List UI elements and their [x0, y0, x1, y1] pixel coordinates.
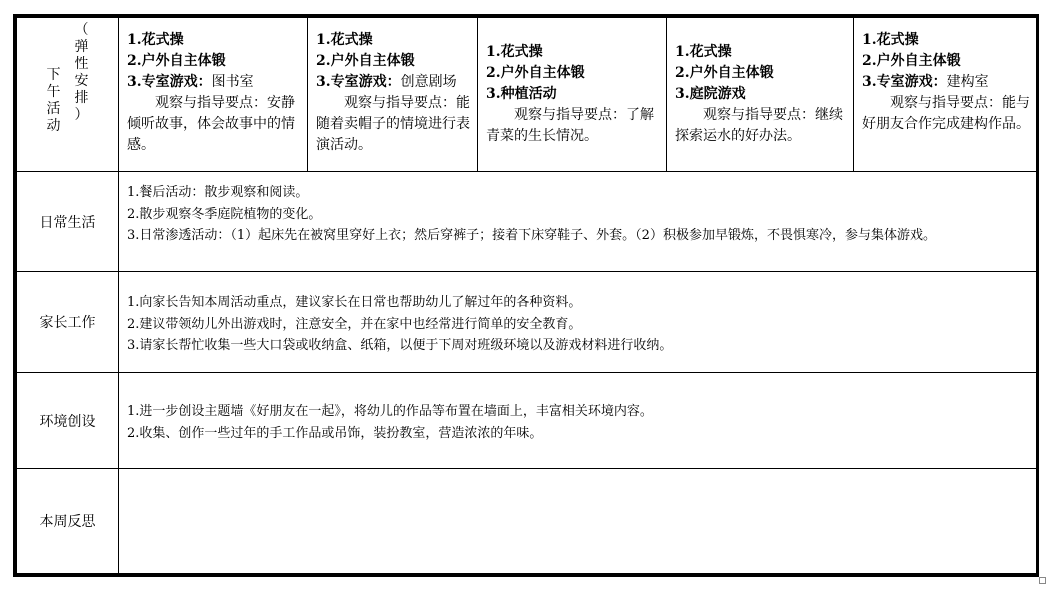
parent-work-row [17, 272, 1037, 373]
environment-line: 1.进一步创设主题墙《好朋友在一起》，将幼儿的作品等布置在墙面上，丰富相关环境内容。 [127, 404, 653, 419]
afternoon-day-3: 1.花式操 2.户外自主体锻 3.种植活动 观察与指导要点：了解青菜的生长情况。 [478, 18, 667, 172]
reflection-label: 本周反思 [17, 469, 119, 574]
environment-row [17, 373, 1037, 469]
environment-label: 环境创设 [17, 373, 119, 469]
parent-work-label: 家长工作 [17, 272, 119, 373]
afternoon-day-1: 1.花式操 2.户外自主体锻 3.专室游戏：图书室 观察与指导要点：安静倾听故事，体会故事中的情感。 [119, 18, 308, 172]
daily-life-label: 日常生活 [17, 172, 119, 272]
afternoon-label-cell [17, 18, 119, 172]
daily-life-content [119, 172, 1037, 272]
afternoon-day-5: 1.花式操 2.户外自主体锻 3.专室游戏：建构室 观察与指导要点：能与好朋友合作完成建构作品。 [854, 18, 1037, 172]
environment-line: 2.收集、创作一些过年的手工作品或吊饰，装扮教室，营造浓浓的年味。 [127, 425, 543, 441]
daily-line: 2.散步观察冬季庭院植物的变化。 [127, 206, 322, 222]
daily-line: 3.日常渗透活动：（1）起床先在被窝里穿好上衣；然后穿裤子；接着下床穿鞋子、外套。（2）积极参加早锻炼，不畏惧寒冷，参与集体游戏。 [127, 228, 936, 243]
flexible-arrangement-label: （ 弹 性 安 排 ） [74, 22, 89, 123]
weekly-plan-table [16, 17, 1037, 574]
parent-line: 1.向家长告知本周活动重点，建议家长在日常也帮助幼儿了解过年的各种资料。 [127, 295, 582, 310]
reflection-content[interactable] [119, 469, 1037, 574]
parent-line: 2.建议带领幼儿外出游戏时，注意安全，并在家中也经常进行简单的安全教育。 [127, 316, 582, 332]
afternoon-row [17, 18, 1037, 172]
parent-line: 3.请家长帮忙收集一些大口袋或收纳盒、纸箱，以便于下周对班级环境以及游戏材料进行收纳。 [127, 338, 673, 353]
plan-table-frame [13, 14, 1039, 577]
environment-content [119, 373, 1037, 469]
reflection-row [17, 469, 1037, 574]
afternoon-label: 下 午 活 动 [46, 67, 61, 134]
parent-work-content [119, 272, 1037, 373]
table-resize-handle[interactable] [1039, 577, 1046, 584]
daily-line: 1.餐后活动：散步观察和阅读。 [127, 185, 309, 200]
afternoon-day-4: 1.花式操 2.户外自主体锻 3.庭院游戏 观察与指导要点：继续探索运水的好办法。 [667, 18, 854, 172]
daily-life-row [17, 172, 1037, 272]
afternoon-day-2: 1.花式操 2.户外自主体锻 3.专室游戏：创意剧场 观察与指导要点：能随着卖帽子的情境进行表演活动。 [308, 18, 478, 172]
